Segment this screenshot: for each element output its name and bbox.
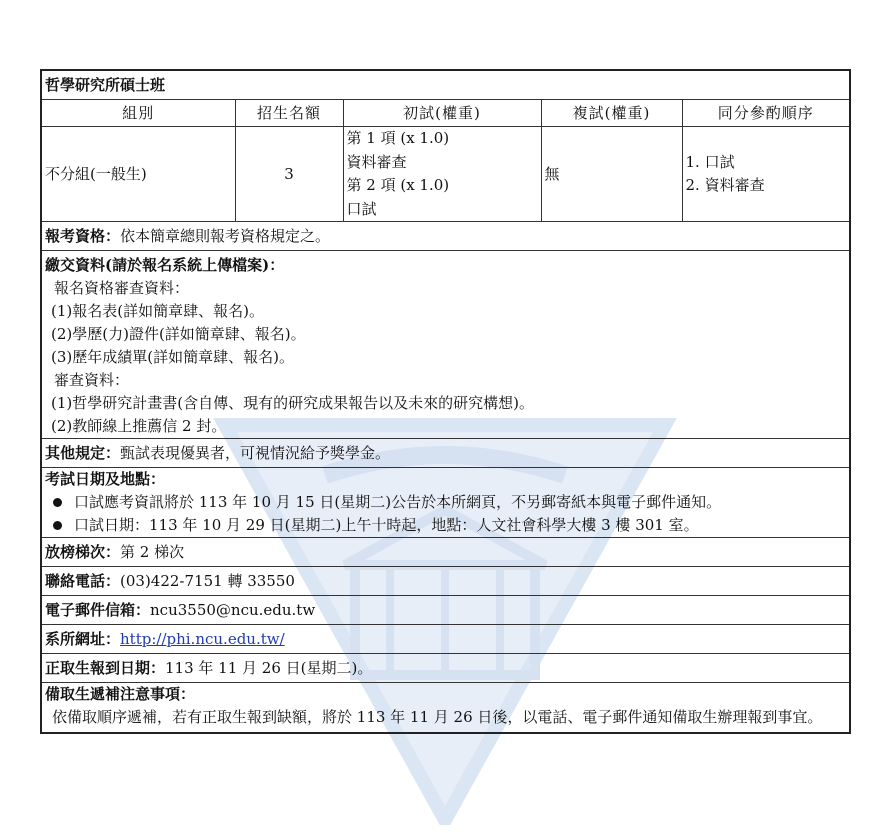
exam-bullet-2 (45, 514, 846, 537)
documents-line-1: 報名資格審查資料： (54, 279, 190, 297)
eligibility-text: 依本簡章總則報考資格規定之。 (120, 226, 331, 245)
waitlist-section (41, 683, 850, 734)
exam-section (41, 468, 850, 538)
quota-value: 3 (235, 127, 343, 222)
documents-line-3: (2)學歷(力)證件(詳如簡章肆、報名)。 (51, 325, 306, 343)
initial-item-1-name: 資料審查 (346, 152, 407, 171)
website-section (41, 625, 850, 654)
other-rules-section (41, 439, 850, 468)
waitlist-label: 備取生遞補注意事項： (45, 685, 196, 703)
header-initial: 初試(權重) (343, 100, 541, 127)
waitlist-text: 依備取順序遞補，若有正取生報到缺額，將於 113 年 11 月 26 日後，以電話、電子郵件通知備取生辦理報到事宜。 (52, 708, 823, 726)
other-rules-label: 其他規定： (45, 443, 121, 462)
header-group: 組別 (41, 100, 235, 127)
documents-line-4: (3)歷年成績單(詳如簡章肆、報名)。 (51, 348, 294, 366)
documents-section (41, 251, 850, 439)
documents-line-6: (1)哲學研究計畫書(含自傳、現有的研究成果報告以及未來的研究構想)。 (51, 394, 534, 412)
header-quota: 招生名額 (235, 100, 343, 127)
phone-label: 聯絡電話： (45, 571, 121, 590)
second-exam-value: 無 (541, 127, 682, 222)
email-label: 電子郵件信箱： (45, 600, 151, 619)
eligibility-section (41, 222, 850, 251)
ranking-label: 放榜梯次： (45, 542, 121, 561)
bullet-icon (53, 521, 62, 530)
exam-bullet-2-text: 口試日期：113 年 10 月 29 日(星期二)上午十時起，地點：人文社會科學大樓 3 樓 301 室。 (74, 516, 699, 534)
header-second: 複試(權重) (541, 100, 682, 127)
documents-line-2: (1)報名表(詳如簡章肆、報名)。 (51, 302, 264, 320)
phone-section (41, 567, 850, 596)
phone-text: (03)422-7151 轉 33550 (120, 571, 295, 590)
report-date-label: 正取生報到日期： (45, 658, 166, 677)
tie-order-1: 1. 口試 (685, 152, 735, 171)
documents-label: 繳交資料(請於報名系統上傳檔案)： (45, 256, 285, 274)
documents-line-5: 審查資料： (54, 371, 130, 389)
admission-table (40, 69, 851, 734)
data-row (41, 127, 850, 222)
initial-item-2-name: 口試 (346, 199, 377, 218)
program-title: 哲學研究所碩士班 (41, 70, 850, 100)
website-link[interactable]: http://phi.ncu.edu.tw/ (120, 629, 285, 648)
eligibility-label: 報考資格： (45, 226, 121, 245)
header-tie-order: 同分參酌順序 (682, 100, 850, 127)
report-date-text: 113 年 11 月 26 日(星期二)。 (165, 658, 373, 677)
email-section (41, 596, 850, 625)
other-rules-text: 甄試表現優異者，可視情況給予獎學金。 (120, 443, 391, 462)
ranking-text: 第 2 梯次 (120, 542, 185, 561)
email-text: ncu3550@ncu.edu.tw (150, 600, 316, 619)
initial-item-2: 第 2 項 (x 1.0) (346, 176, 450, 194)
initial-exam-cell (343, 127, 541, 222)
exam-bullet-1 (45, 491, 846, 514)
exam-label: 考試日期及地點： (45, 470, 166, 488)
group-value: 不分組(一般生) (41, 127, 235, 222)
report-date-section (41, 654, 850, 683)
documents-line-7: (2)教師線上推薦信 2 封。 (51, 417, 227, 435)
website-label: 系所網址： (45, 629, 121, 648)
tie-order-cell (682, 127, 850, 222)
exam-bullet-1-text: 口試應考資訊將於 113 年 10 月 15 日(星期二)公告於本所網頁，不另郵寄紙本與電子郵件通知。 (74, 493, 722, 511)
header-row (41, 100, 850, 127)
ranking-section (41, 538, 850, 567)
bullet-icon (53, 498, 62, 507)
tie-order-2: 2. 資料審查 (685, 176, 765, 194)
initial-item-1: 第 1 項 (x 1.0) (346, 129, 450, 147)
